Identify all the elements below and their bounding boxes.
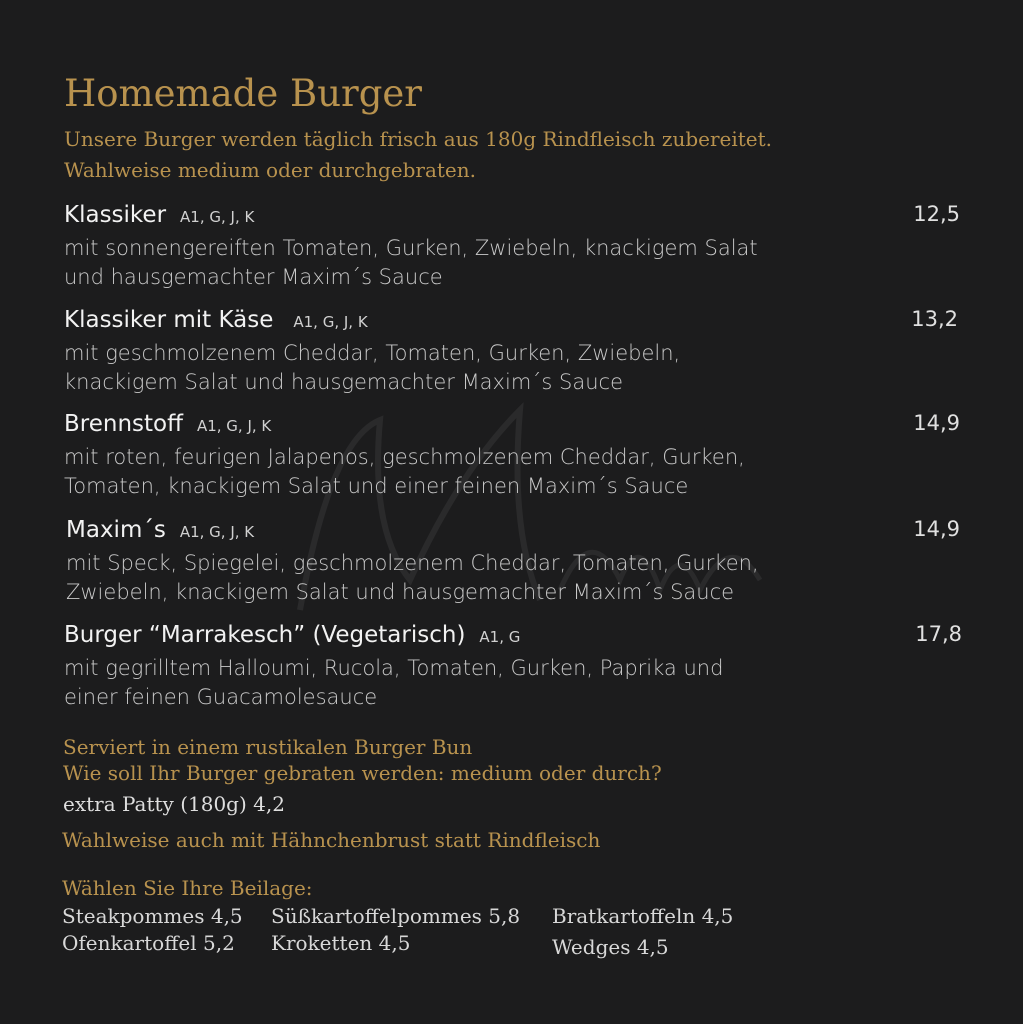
menu-item-maxims bbox=[66, 517, 966, 607]
item-allergens: A1, G, J, K bbox=[293, 313, 368, 331]
item-description bbox=[64, 443, 964, 501]
side-option: Kroketten 4,5 bbox=[271, 931, 411, 955]
chicken-note: Wahlweise auch mit Hähnchenbrust statt Rindfleisch bbox=[62, 828, 601, 852]
item-description-line: mit gegrilltem Halloumi, Rucola, Tomaten, Gurken, Paprika und bbox=[64, 656, 724, 680]
item-description-line: einer feinen Guacamolesauce bbox=[64, 685, 378, 709]
item-description bbox=[64, 234, 964, 292]
item-description-line: mit geschmolzenem Cheddar, Tomaten, Gurken, Zwiebeln, bbox=[64, 341, 681, 365]
side-option: Bratkartoffeln 4,5 bbox=[552, 904, 734, 928]
item-allergens: A1, G, J, K bbox=[179, 523, 255, 541]
menu-item-klassiker-mit-kaese bbox=[64, 307, 964, 397]
intro-text bbox=[64, 124, 772, 186]
item-description-line: mit roten, feurigen Jalapenos, geschmolzenem Cheddar, Gurken, bbox=[64, 445, 745, 469]
intro-line: Unsere Burger werden täglich frisch aus 180g Rindfleisch zubereitet. bbox=[64, 127, 773, 151]
item-price: 17,8 bbox=[915, 622, 962, 646]
item-name: Brennstoff bbox=[64, 411, 183, 437]
item-name: Burger “Marrakesch” (Vegetarisch) bbox=[64, 622, 466, 648]
page-title: Homemade Burger bbox=[64, 72, 422, 115]
item-price: 13,2 bbox=[911, 307, 958, 331]
side-option: Süßkartoffelpommes 5,8 bbox=[271, 904, 521, 928]
item-description-line: Zwiebeln, knackigem Salat und hausgemachter Maxim´s Sauce bbox=[66, 580, 735, 604]
item-description bbox=[64, 339, 964, 397]
item-name: Klassiker mit Käse bbox=[64, 307, 274, 333]
item-allergens: A1, G bbox=[479, 628, 521, 646]
side-option: Wedges 4,5 bbox=[552, 935, 669, 959]
menu-item-brennstoff bbox=[64, 411, 964, 501]
item-price: 14,9 bbox=[913, 517, 960, 541]
item-name: Maxim´s bbox=[66, 517, 166, 543]
item-description bbox=[64, 654, 964, 712]
item-price: 12,5 bbox=[913, 202, 960, 226]
item-allergens: A1, G, J, K bbox=[196, 417, 272, 435]
side-option: Steakpommes 4,5 bbox=[62, 904, 243, 928]
side-option: Ofenkartoffel 5,2 bbox=[62, 931, 235, 955]
item-allergens: A1, G, J, K bbox=[180, 208, 255, 226]
item-description-line: Tomaten, knackigem Salat und einer feinen Maxim´s Sauce bbox=[64, 474, 689, 498]
menu-item-marrakesch bbox=[64, 622, 964, 712]
item-description-line: mit Speck, Spiegelei, geschmolzenem Cheddar, Tomaten, Gurken, bbox=[66, 551, 759, 575]
menu-item-klassiker bbox=[64, 202, 964, 292]
item-name: Klassiker bbox=[64, 202, 167, 228]
item-description bbox=[66, 549, 966, 607]
intro-line: Wahlweise medium oder durchgebraten. bbox=[64, 158, 476, 182]
extra-patty-note: extra Patty (180g) 4,2 bbox=[63, 792, 285, 816]
item-description-line: knackigem Salat und hausgemachter Maxim´s Sauce bbox=[64, 370, 624, 394]
item-description-line: mit sonnengereiften Tomaten, Gurken, Zwiebeln, knackigem Salat bbox=[64, 236, 758, 260]
doneness-note: Wie soll Ihr Burger gebraten werden: medium oder durch? bbox=[63, 761, 662, 785]
sides-label: Wählen Sie Ihre Beilage: bbox=[62, 876, 313, 900]
bun-note: Serviert in einem rustikalen Burger Bun bbox=[63, 735, 473, 759]
item-price: 14,9 bbox=[913, 411, 960, 435]
item-description-line: und hausgemachter Maxim´s Sauce bbox=[64, 265, 443, 289]
